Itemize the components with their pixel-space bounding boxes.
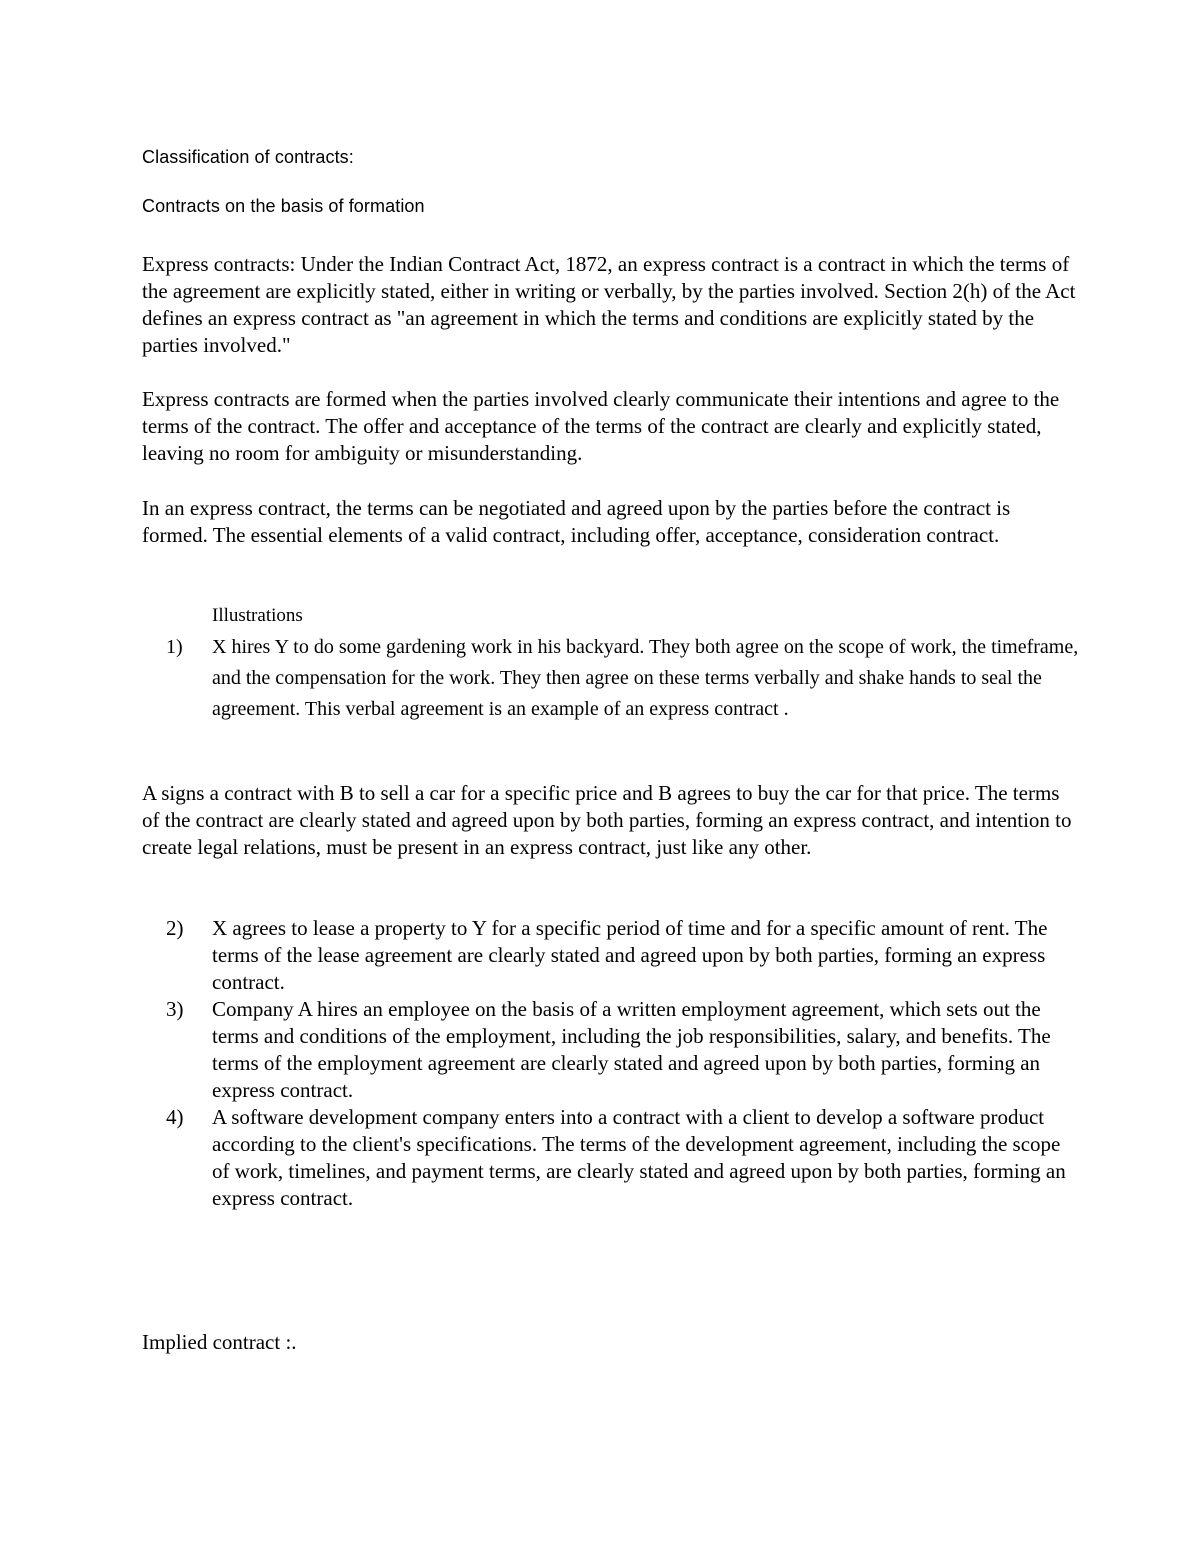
list-item — [142, 1104, 1082, 1212]
list-item — [142, 632, 1082, 725]
list-item — [142, 915, 1082, 996]
list-item — [142, 996, 1082, 1104]
list-item-text: X hires Y to do some gardening work in his backyard. They both agree on the scope of work, the timeframe, and the compensation for the work. They then agree on these terms verbally and shake hands to seal the agreement. This verbal agreement is an example of an express contract . — [212, 636, 1079, 720]
list-item-number: 4) — [166, 1105, 184, 1129]
list-item-number: 2) — [166, 916, 184, 940]
illustrations-label: Illustrations — [212, 605, 303, 626]
document-heading: Classification of contracts: — [142, 147, 354, 167]
paragraph-car-sale-example: A signs a contract with B to sell a car for a specific price and B agrees to buy the car for that price. The terms of the contract are clearly stated and agreed upon by both parties, forming an express contract, and intention to create legal relations, must be present in an express contract, just like any other. — [142, 781, 1072, 859]
paragraph-express-negotiation: In an express contract, the terms can be negotiated and agreed upon by the parties before the contract is formed. The essential elements of a valid contract, including offer, acceptance, consideration contract. — [142, 496, 1011, 547]
section-subheading: Contracts on the basis of formation — [142, 196, 425, 216]
list-item-number: 1) — [166, 636, 183, 658]
implied-contract-heading: Implied contract :. — [142, 1330, 297, 1354]
illustrations-list — [142, 632, 1082, 725]
list-item-text: Company A hires an employee on the basis of a written employment agreement, which sets out the terms and conditions of the employment, including the job responsibilities, salary, and benefits. The terms of the employment agreement are clearly stated and agreed upon by both parties, forming an express contract. — [212, 997, 1051, 1102]
list-item-text: A software development company enters into a contract with a client to develop a software product according to the client's specifications. The terms of the development agreement, including the scope of work, timelines, and payment terms, are clearly stated and agreed upon by both parties, forming an express contract. — [212, 1105, 1066, 1210]
list-item-number: 3) — [166, 997, 184, 1021]
paragraph-express-definition: Express contracts: Under the Indian Contract Act, 1872, an express contract is a contract in which the terms of the agreement are explicitly stated, either in writing or verbally, by the parties involved. Section 2(h) of the Act defines an express contract as "an agreement in which the terms and conditions are explicitly stated by the parties involved." — [142, 252, 1076, 357]
examples-list — [142, 915, 1082, 1212]
list-item-text: X agrees to lease a property to Y for a specific period of time and for a specific amount of rent. The terms of the lease agreement are clearly stated and agreed upon by both parties, forming an express contract. — [212, 916, 1048, 994]
paragraph-express-formation: Express contracts are formed when the parties involved clearly communicate their intentions and agree to the terms of the contract. The offer and acceptance of the terms of the contract are clearly and explicitly stated, leaving no room for ambiguity or misunderstanding. — [142, 387, 1060, 465]
